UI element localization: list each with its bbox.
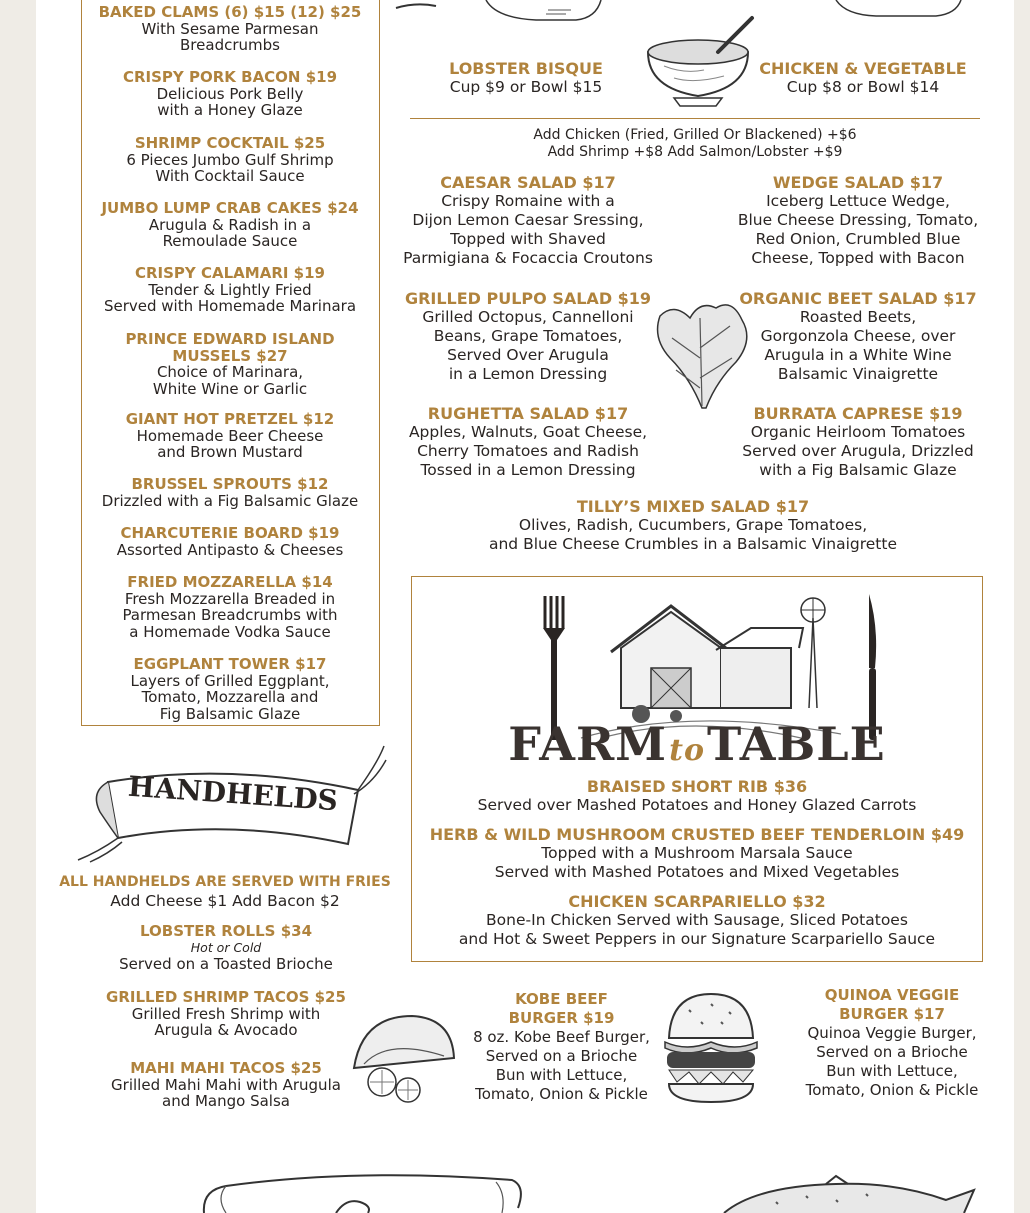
- item-desc: Beans, Grape Tomatoes,: [433, 327, 623, 345]
- menu-item-fried-mozzarella: [85, 574, 375, 640]
- item-title-line2: BURGER $17: [839, 1005, 945, 1023]
- item-desc: Drizzled with a Fig Balsamic Glaze: [101, 491, 359, 510]
- salad-rughetta: [398, 404, 658, 480]
- salad-organic-beet: [728, 289, 988, 384]
- item-desc: White Wine or Garlic: [152, 379, 308, 398]
- item-title: GRILLED SHRIMP TACOS $25: [106, 988, 346, 1006]
- item-desc: a Homemade Vodka Sauce: [129, 622, 331, 641]
- item-desc: Blue Cheese Dressing, Tomato,: [737, 211, 979, 229]
- handhelds-banner-title: HANDHELDS: [127, 769, 339, 818]
- handheld-lobster-rolls: [76, 923, 376, 973]
- heading-to: to: [669, 733, 705, 768]
- item-title: SHRIMP COCKTAIL $25: [134, 134, 326, 152]
- item-desc: Arugula & Radish in a: [148, 215, 312, 234]
- burger-illustration: [663, 990, 759, 1106]
- item-title-line2: BURGER $19: [508, 1009, 615, 1027]
- item-desc: Remoulade Sauce: [162, 232, 298, 250]
- item-desc: and Brown Mustard: [157, 443, 303, 461]
- item-title: CAESAR SALAD $17: [440, 173, 616, 192]
- item-desc: Assorted Antipasto & Cheeses: [116, 540, 344, 559]
- item-desc: Dijon Lemon Caesar Sressing,: [412, 211, 644, 229]
- item-desc: Homemade Beer Cheese: [136, 426, 324, 445]
- item-desc: Bun with Lettuce,: [826, 1062, 958, 1080]
- note-title: ALL HANDHELDS ARE SERVED WITH FRIES: [59, 874, 391, 890]
- item-desc: Served Over Arugula: [447, 346, 609, 364]
- handheld-kobe-burger: [464, 990, 659, 1104]
- item-desc: Tender & Lightly Fried: [148, 280, 312, 299]
- item-desc: Served on a Toasted Brioche: [119, 955, 333, 973]
- menu-item-eggplant-tower: [85, 656, 375, 722]
- item-title: BRAISED SHORT RIB $36: [586, 777, 808, 796]
- item-desc: Served over Arugula, Drizzled: [742, 442, 974, 460]
- handhelds-note: [50, 873, 400, 911]
- salad-wedge: [728, 173, 988, 268]
- soup-addons: [410, 127, 980, 161]
- item-desc: Olives, Radish, Cucumbers, Grape Tomatoes,: [518, 516, 868, 534]
- item-title: RUGHETTA SALAD $17: [427, 404, 629, 423]
- item-desc: with a Fig Balsamic Glaze: [759, 461, 957, 479]
- item-title: BRUSSEL SPROUTS $12: [131, 475, 329, 493]
- menu-page: [36, 0, 1014, 1213]
- item-title: MAHI MAHI TACOS $25: [130, 1059, 322, 1077]
- item-desc: Grilled Fresh Shrimp with: [131, 1004, 321, 1023]
- item-title: CHICKEN & VEGETABLE: [759, 59, 967, 78]
- item-desc: Arugula & Avocado: [154, 1021, 298, 1039]
- handheld-grilled-shrimp-tacos: [76, 989, 376, 1039]
- item-desc: Topped with Shaved: [450, 230, 606, 248]
- item-desc: Served on a Brioche: [485, 1047, 638, 1065]
- item-desc: Balsamic Vinaigrette: [777, 365, 939, 383]
- bottom-banner-ribbon: [196, 1168, 526, 1213]
- item-title: WEDGE SALAD $17: [772, 173, 944, 192]
- soup-chicken-vegetable: [748, 59, 978, 97]
- menu-item-brussel-sprouts: [85, 476, 375, 509]
- item-title: BAKED CLAMS (6) $15 (12) $25: [98, 3, 362, 21]
- item-title: CHARCUTERIE BOARD $19: [120, 524, 340, 542]
- item-title: CHICKEN SCARPARIELLO $32: [568, 892, 826, 911]
- menu-item-crab-cakes: [80, 200, 380, 250]
- item-desc: Tomato, Onion & Pickle: [805, 1081, 979, 1099]
- item-title: LOBSTER BISQUE: [449, 59, 603, 78]
- menu-item-mussels: [85, 331, 375, 397]
- item-desc: Tomato, Mozzarella and: [141, 688, 319, 706]
- item-desc: Grilled Mahi Mahi with Arugula: [111, 1075, 341, 1094]
- item-title: ORGANIC BEET SALAD $17: [739, 289, 977, 308]
- item-desc: Fresh Mozzarella Breaded in: [124, 589, 336, 608]
- item-desc: Apples, Walnuts, Goat Cheese,: [408, 423, 648, 441]
- farm-barn-illustration: [541, 588, 861, 738]
- item-desc: Arugula in a White Wine: [764, 346, 952, 364]
- note-extras: Add Cheese $1 Add Bacon $2: [110, 892, 340, 910]
- item-desc: Served with Mashed Potatoes and Mixed Vegetables: [494, 863, 900, 881]
- menu-item-hot-pretzel: [85, 411, 375, 461]
- item-desc: Roasted Beets,: [799, 308, 917, 326]
- item-title: HERB & WILD MUSHROOM CRUSTED BEEF TENDERLOIN $49: [429, 825, 965, 844]
- item-desc: Iceberg Lettuce Wedge,: [766, 192, 950, 210]
- item-desc: Served on a Brioche: [816, 1043, 968, 1061]
- item-title: CRISPY CALAMARI $19: [134, 264, 325, 282]
- item-desc: Bone-In Chicken Served with Sausage, Sliced Potatoes: [486, 911, 908, 929]
- item-desc: 6 Pieces Jumbo Gulf Shrimp: [126, 150, 334, 169]
- item-desc: Fig Balsamic Glaze: [159, 704, 301, 723]
- entree-beef-tenderloin: [421, 825, 973, 882]
- item-title: PRINCE EDWARD ISLAND: [125, 330, 335, 348]
- item-desc: Parmesan Breadcrumbs with: [122, 606, 338, 624]
- fish-illustration: [716, 1176, 976, 1213]
- heading-table: TABLE: [706, 717, 886, 771]
- item-subtitle: Hot or Cold: [190, 939, 262, 955]
- item-desc: Layers of Grilled Eggplant,: [130, 671, 330, 690]
- item-desc: Bun with Lettuce,: [495, 1066, 628, 1084]
- divider-rule: [410, 118, 980, 119]
- farm-to-table-heading: [411, 718, 983, 777]
- item-title: QUINOA VEGGIE: [824, 986, 960, 1004]
- item-desc: Cup $9 or Bowl $15: [449, 78, 603, 96]
- item-desc: Served with Homemade Marinara: [103, 297, 357, 315]
- item-title: TILLY’S MIXED SALAD $17: [576, 497, 810, 516]
- item-desc: Choice of Marinara,: [156, 363, 304, 381]
- entree-braised-short-rib: [421, 777, 973, 815]
- addon-line: Add Chicken (Fried, Grilled Or Blackened) +$6: [533, 127, 857, 143]
- item-desc: with a Honey Glaze: [157, 101, 303, 119]
- item-desc: Tossed in a Lemon Dressing: [420, 461, 636, 479]
- item-title: GIANT HOT PRETZEL $12: [125, 410, 335, 428]
- heading-farm: FARM: [508, 717, 668, 771]
- menu-item-charcuterie: [85, 525, 375, 558]
- salad-grilled-pulpo: [398, 289, 658, 384]
- item-desc: Gorgonzola Cheese, over: [760, 327, 956, 345]
- item-desc: Organic Heirloom Tomatoes: [750, 423, 966, 441]
- soup-bowl-illustration: [644, 14, 756, 114]
- item-desc: With Cocktail Sauce: [155, 167, 305, 185]
- item-desc: Cup $8 or Bowl $14: [786, 78, 940, 96]
- item-desc: in a Lemon Dressing: [448, 365, 608, 383]
- item-desc: and Hot & Sweet Peppers in our Signature Scarpariello Sauce: [458, 930, 936, 948]
- entree-chicken-scarpariello: [421, 892, 973, 949]
- item-desc: and Mango Salsa: [162, 1092, 290, 1110]
- menu-item-baked-clams: [85, 4, 375, 54]
- item-title: EGGPLANT TOWER $17: [133, 655, 327, 673]
- item-desc: and Blue Cheese Crumbles in a Balsamic Vinaigrette: [488, 535, 898, 553]
- item-desc: Quinoa Veggie Burger,: [807, 1024, 977, 1042]
- item-desc: Crispy Romaine with a: [441, 192, 615, 210]
- salad-burrata-caprese: [728, 404, 988, 480]
- handheld-quinoa-veggie-burger: [792, 986, 992, 1100]
- item-desc: Tomato, Onion & Pickle: [475, 1085, 648, 1103]
- item-title-line2: MUSSELS $27: [172, 346, 288, 365]
- taco-illustration: [348, 1008, 460, 1104]
- item-title: KOBE BEEF: [515, 990, 608, 1008]
- soup-lobster-bisque: [406, 59, 646, 97]
- item-desc: Served over Mashed Potatoes and Honey Glazed Carrots: [477, 796, 917, 814]
- handheld-mahi-mahi-tacos: [76, 1060, 376, 1110]
- item-desc: Parmigiana & Focaccia Croutons: [403, 249, 653, 267]
- salad-tillys-mixed: [448, 497, 938, 554]
- item-desc: 8 oz. Kobe Beef Burger,: [473, 1028, 650, 1046]
- item-desc: Breadcrumbs: [180, 36, 280, 54]
- addon-line: Add Shrimp +$8 Add Salmon/Lobster +$9: [547, 144, 843, 160]
- item-desc: Cherry Tomatoes and Radish: [417, 442, 639, 460]
- salad-caesar: [398, 173, 658, 268]
- item-title: FRIED MOZZARELLA $14: [127, 573, 333, 591]
- item-desc: Cheese, Topped with Bacon: [751, 249, 965, 267]
- item-title: JUMBO LUMP CRAB CAKES $24: [101, 199, 359, 217]
- item-title: CRISPY PORK BACON $19: [122, 68, 338, 86]
- item-desc: With Sesame Parmesan: [141, 19, 319, 38]
- item-title: LOBSTER ROLLS $34: [139, 922, 313, 940]
- item-title: GRILLED PULPO SALAD $19: [404, 289, 652, 308]
- menu-item-shrimp-cocktail: [85, 135, 375, 185]
- item-title: BURRATA CAPRESE $19: [753, 404, 963, 423]
- item-desc: Delicious Pork Belly: [156, 84, 304, 103]
- item-desc: Topped with a Mushroom Marsala Sauce: [541, 844, 853, 862]
- menu-item-crispy-calamari: [80, 265, 380, 315]
- item-desc: Grilled Octopus, Cannelloni: [422, 308, 634, 326]
- item-desc: Red Onion, Crumbled Blue: [755, 230, 961, 248]
- menu-item-crispy-pork-bacon: [85, 69, 375, 119]
